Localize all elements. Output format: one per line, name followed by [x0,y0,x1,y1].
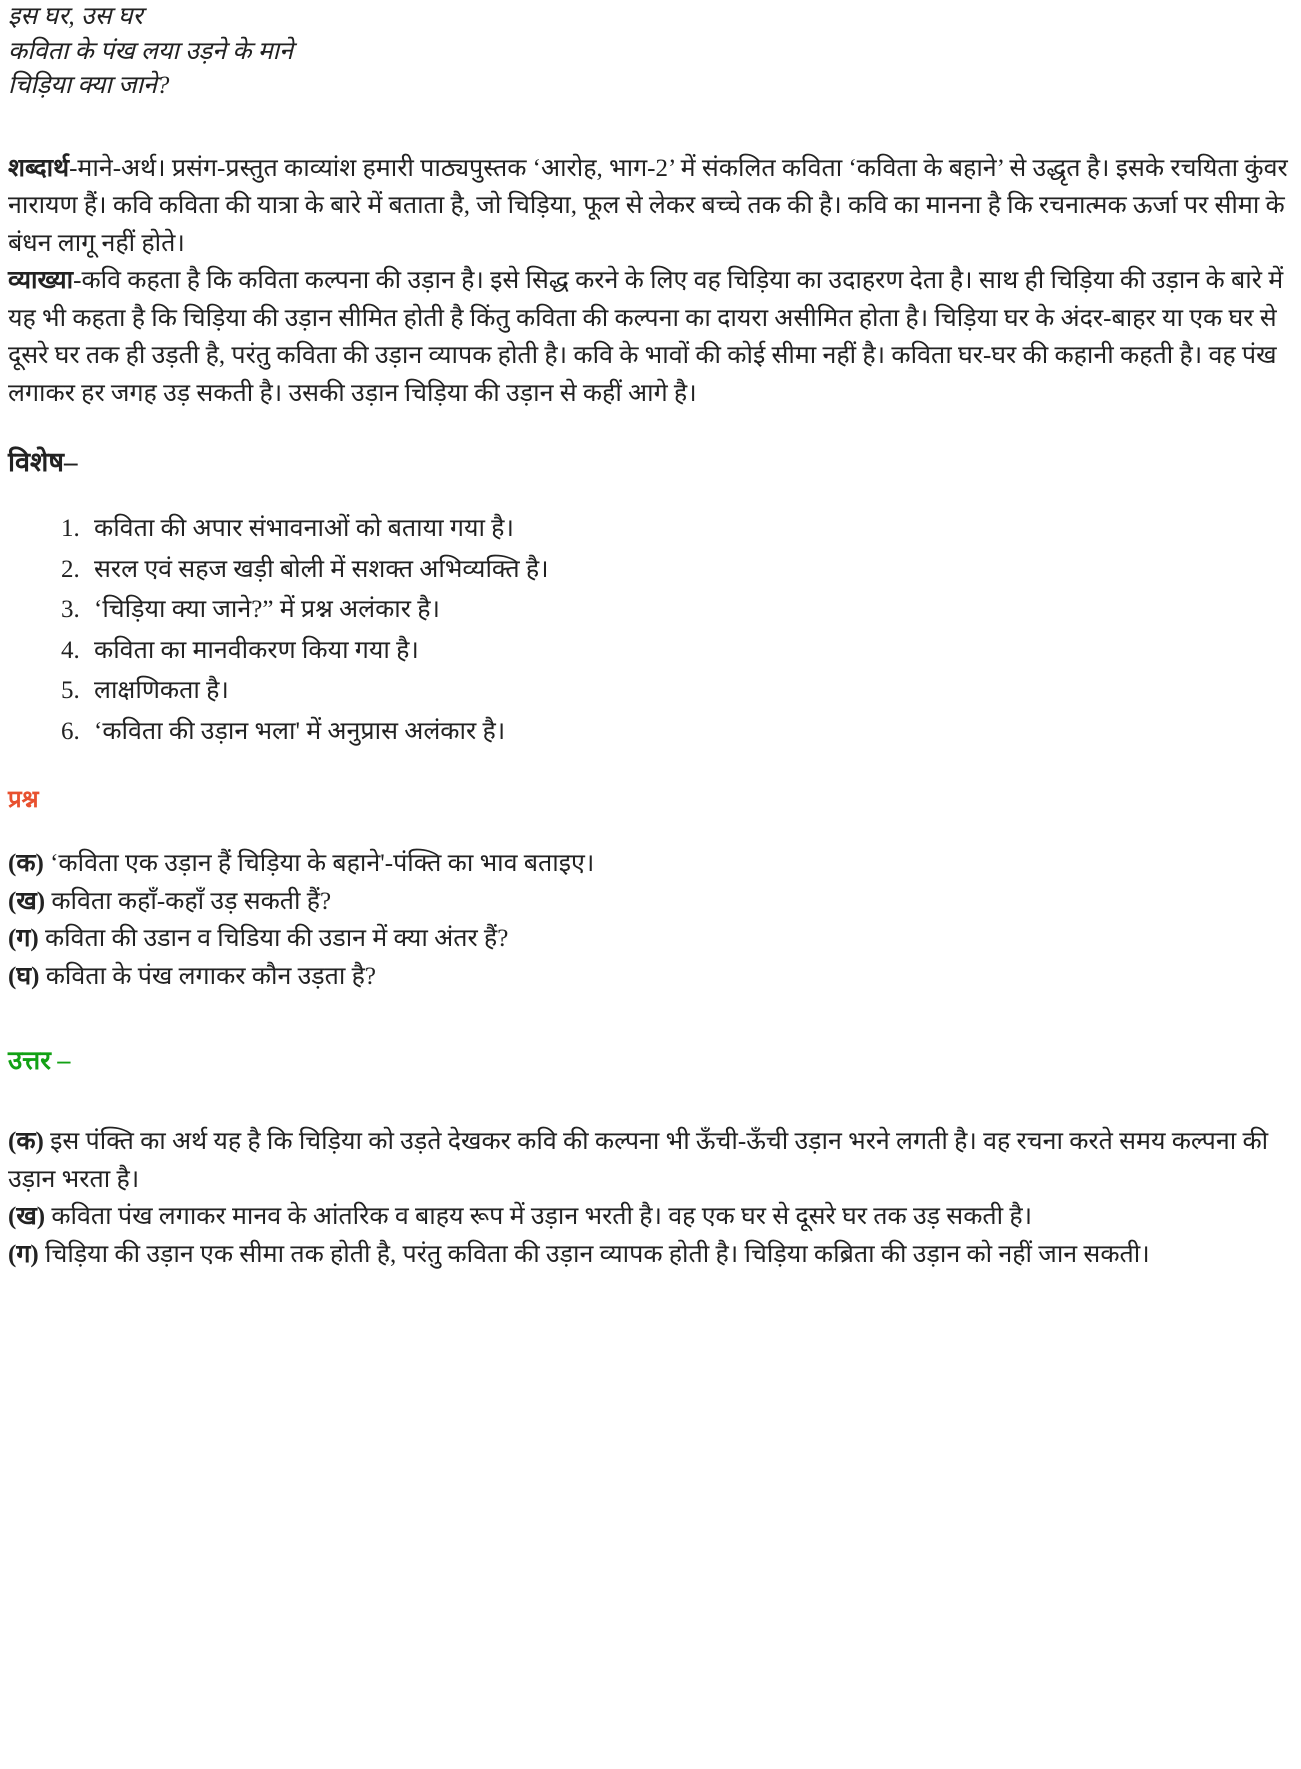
explanation-label: व्याख्या [8,267,74,294]
answer-text: इस पंक्ति का अर्थ यह है कि चिड़िया को उड़ते देखकर कवि की कल्पना भी ऊँची-ऊँची उड़ान भरने लगती है। वह रचना करते समय कल्पना की उड़ान भरता है। [8,1128,1269,1193]
answer-text: चिड़िया की उड़ान एक सीमा तक होती है, परंतु कविता की उड़ान व्यापक होती है। चिड़िया कब्रिता की उड़ान को नहीं जान सकती। [44,1240,1150,1268]
question-label: (ख) [8,887,46,915]
answer-item [8,1236,1293,1274]
questions-heading: प्रश्न [8,787,39,813]
spacer [8,1077,1293,1123]
question-text: कविता के पंख लगाकर कौन उड़ता है? [45,962,376,990]
spacer [8,412,1293,442]
list-item: 1. कविता की अपार संभावनाओं को बताया गया है। [86,509,1293,550]
answer-text: कविता पंख लगाकर मानव के आंतरिक व बाहय रूप में उड़ान भरती है। वह एक घर से दूसरे घर तक उड़ सकती है। [51,1203,1033,1230]
list-item: 2. सरल एवं सहज खड़ी बोली में सशक्त अभिव्यक्ति है। [86,550,1293,591]
meaning-paragraph [8,150,1293,263]
answers-heading: उत्तर – [8,1046,71,1075]
answer-label: (क) [8,1128,44,1155]
spacer [8,752,1293,782]
question-text: ‘कविता एक उड़ान हैं चिड़िया के बहाने'-पंक्ति का भाव बताइए। [50,850,595,877]
question-item [8,958,1293,996]
question-item [8,920,1293,958]
poem-line: इस घर, उस घर [8,3,143,30]
question-label: (ग) [8,925,39,952]
spacer [8,815,1293,845]
special-list [8,509,1293,752]
spacer [8,995,1293,1041]
answer-label: (ख) [8,1203,46,1230]
answer-item [8,1123,1293,1198]
poem-line: कविता के पंख लया उड़ने के माने [8,37,294,65]
list-item: 4. कविता का मानवीकरण किया गया है। [86,631,1293,672]
special-heading: विशेष– [8,447,78,477]
explanation-text: -कवि कहता है कि कविता कल्पना की उड़ान है। इसे सिद्ध करने के लिए वह चिड़िया का उदाहरण देता है। साथ ही चिड़िया की उड़ान के बारे में यह भी कहता है कि चिड़िया की उड़ान सीमित होती है किंतु कविता की कल्पना का दायरा असीमित होता है। चिड़िया घर के अंदर-बाहर या एक घर से दूसरे घर तक ही उड़ती है, परंतु कविता की उड़ान व्यापक होती है। कवि के भावों की कोई सीमा नहीं है। कविता घर-घर की कहानी कहती है। वह पंख लगाकर हर जगह उड़ सकती है। उसकी उड़ान चिड़िया की उड़ान से कहीं आगे है। [8,267,1284,407]
meaning-label: शब्दार्थ [8,154,70,182]
poem-block [8,0,1293,104]
list-item: 5. लाक्षणिकता है। [86,671,1293,712]
question-label: (क) [8,850,44,877]
answer-label: (ग) [8,1240,39,1268]
poem-line: चिड़िया क्या जाने? [8,72,170,99]
spacer [8,104,1293,150]
list-item: 6. ‘कविता की उड़ान भला' में अनुप्रास अलंकार है। [86,712,1293,753]
answer-item [8,1198,1293,1236]
question-text: कविता कहाँ-कहाँ उड़ सकती हैं? [51,887,332,915]
question-text: कविता की उडान व चिडिया की उडान में क्या अंतर हैं? [44,925,509,952]
question-label: (घ) [8,962,40,990]
meaning-text: -माने-अर्थ। प्रसंग-प्रस्तुत काव्यांश हमारी पाठ्यपुस्तक ‘आरोह, भाग-2’ में संकलित कविता ‘कविता के बहाने’ से उद्धृत है। इसके रचयिता कुंवर नारायण हैं। कवि कविता की यात्रा के बारे में बताता है, जो चिड़िया, फूल से लेकर बच्चे तक की है। कवि का मानना है कि रचनात्मक ऊर्जा पर सीमा के बंधन लागू नहीं होते। [8,154,1288,257]
list-item: 3. ‘चिड़िया क्या जाने?” में प्रश्न अलंकार है। [86,590,1293,631]
question-item [8,845,1293,883]
spacer [8,479,1293,509]
question-item [8,883,1293,921]
explanation-paragraph [8,262,1293,412]
